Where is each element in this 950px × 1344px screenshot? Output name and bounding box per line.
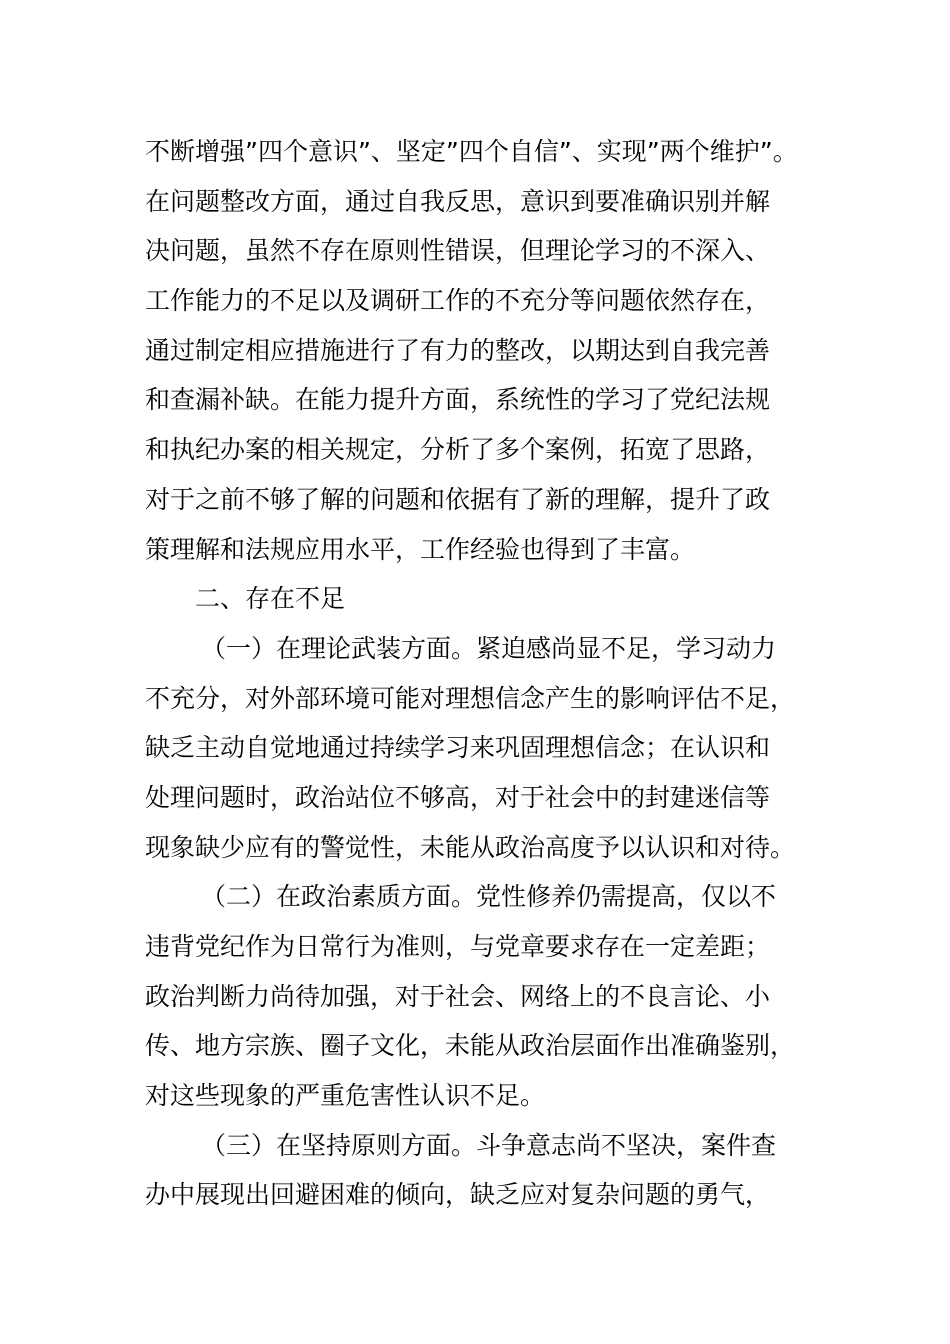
- text-line: 和执纪办案的相关规定，分析了多个案例，拓宽了思路，: [145, 435, 771, 465]
- text-line: 决问题，虽然不存在原则性错误，但理论学习的不深入、: [145, 236, 771, 266]
- text-line: 和查漏补缺。在能力提升方面，系统性的学习了党纪法规: [145, 385, 771, 415]
- text-line: 对这些现象的严重危害性认识不足。: [145, 1081, 546, 1111]
- text-line: 违背党纪作为日常行为准则，与党章要求存在一定差距；: [145, 932, 771, 961]
- text-line: 传、地方宗族、圈子文化，未能从政治层面作出准确鉴别，: [145, 1031, 796, 1061]
- section-heading: 二、存在不足: [195, 584, 346, 614]
- text-line: 处理问题时，政治站位不够高，对于社会中的封建迷信等: [145, 782, 771, 812]
- paragraph-first-line: （二）在政治素质方面。党性修养仍需提高，仅以不: [201, 882, 777, 912]
- text-line: 在问题整改方面，通过自我反思，意识到要准确识别并解: [145, 186, 771, 216]
- text-line: 不充分，对外部环境可能对理想信念产生的影响评估不足，: [145, 683, 796, 713]
- paragraph-first-line: （一）在理论武装方面。紧迫感尚显不足，学习动力: [201, 633, 777, 663]
- document-body: [145, 127, 815, 1220]
- text-line: 缺乏主动自觉地通过持续学习来巩固理想信念；在认识和: [145, 733, 771, 763]
- text-line: 对于之前不够了解的问题和依据有了新的理解，提升了政: [145, 484, 771, 514]
- text-line: 工作能力的不足以及调研工作的不充分等问题依然存在，: [145, 286, 771, 316]
- text-line: 现象缺少应有的警觉性，未能从政治高度予以认识和对待。: [145, 832, 796, 862]
- text-line: 通过制定相应措施进行了有力的整改，以期达到自我完善: [145, 335, 771, 365]
- paragraph-first-line: （三）在坚持原则方面。斗争意志尚不坚决，案件查: [201, 1130, 777, 1160]
- text-line: 办中展现出回避困难的倾向，缺乏应对复杂问题的勇气，: [145, 1180, 771, 1210]
- text-line: 政治判断力尚待加强，对于社会、网络上的不良言论、小: [145, 981, 771, 1011]
- text-line: 不断增强”四个意识”、坚定”四个自信”、实现”两个维护”。: [145, 137, 798, 166]
- text-line: 策理解和法规应用水平，工作经验也得到了丰富。: [145, 534, 696, 564]
